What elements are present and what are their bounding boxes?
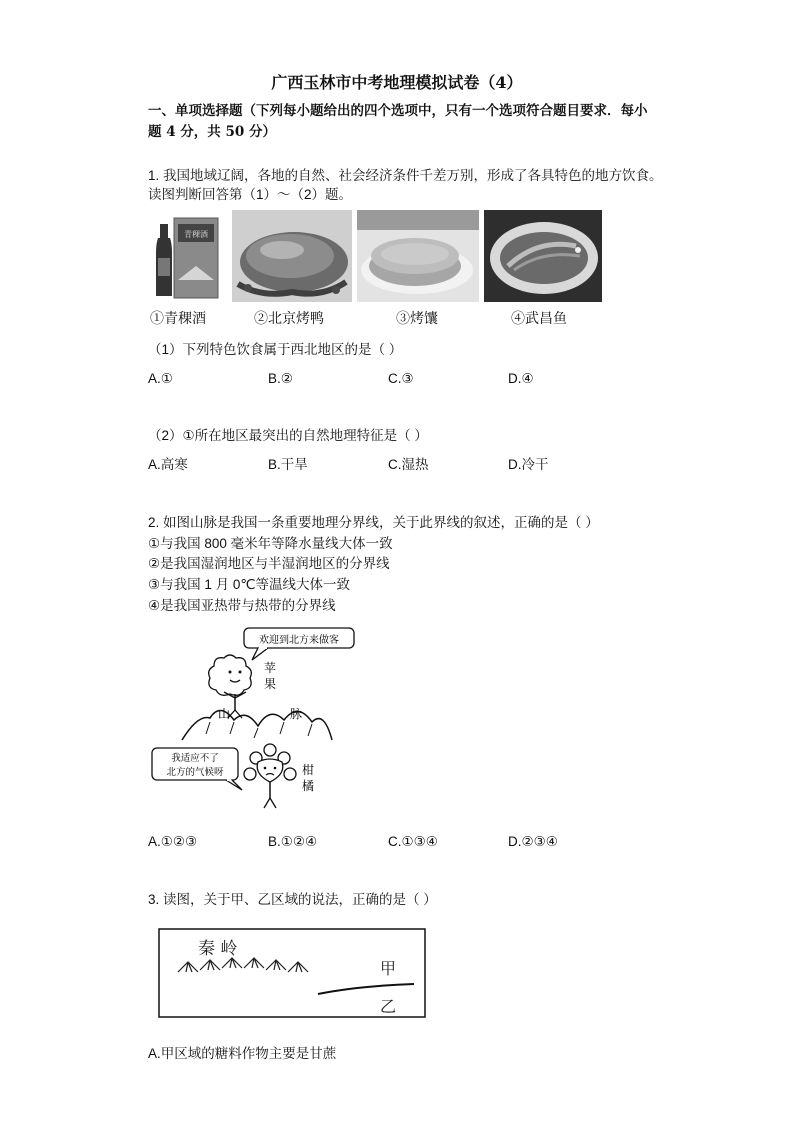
caption-wuchang-fish: ④武昌鱼 (511, 311, 567, 327)
map-mountain-label: 秦 岭 (198, 939, 238, 959)
q1-sub2-option-c[interactable]: C.湿热 (388, 457, 429, 472)
orange-tree-icon (244, 744, 296, 808)
mountain-cartoon (146, 622, 366, 814)
q1-sub2-option-b[interactable]: B.干旱 (268, 457, 308, 472)
orange-label-1: 柑 (301, 763, 315, 777)
q1-sub2-option-a[interactable]: A.高寒 (148, 457, 188, 472)
apple-tree-icon (209, 655, 252, 695)
photo-wuchang-fish (484, 210, 602, 302)
q2-stem: 2. 如图山脉是我国一条重要地理分界线，关于此界线的叙述，正确的是（ ） (148, 515, 599, 530)
mountain-label-1: 山 (217, 707, 231, 721)
q1-sub1-stem: （1）下列特色饮食属于西北地区的是（ ） (148, 342, 403, 357)
q2-option-b[interactable]: B.①②④ (268, 834, 318, 849)
q2-statement-2: ②是我国湿润地区与半湿润地区的分界线 (148, 556, 390, 571)
q1-sub2-stem: （2）①所在地区最突出的自然地理特征是（ ） (148, 428, 428, 443)
caption-naan-bread: ③烤馕 (396, 311, 438, 327)
q2-option-c[interactable]: C.①③④ (388, 834, 438, 849)
section-heading-line2: 题 4 分，共 50 分） (148, 124, 276, 140)
map-label-yi: 乙 (380, 997, 397, 1016)
q1-sub1-option-b[interactable]: B.② (268, 371, 293, 386)
orange-label-2: 橘 (301, 779, 315, 793)
photo-qingke-liquor (152, 210, 222, 302)
page-title: 广西玉林市中考地理模拟试卷（4） (271, 73, 523, 92)
bottle-label-text: 青稞酒 (184, 230, 208, 239)
q1-sub1-option-d[interactable]: D.④ (508, 371, 534, 386)
map-label-jia: 甲 (380, 959, 397, 978)
q2-option-a[interactable]: A.①②③ (148, 834, 198, 849)
apple-label-2: 果 (263, 677, 277, 691)
q1-sub2-option-d[interactable]: D.冷干 (508, 457, 549, 472)
qinling-map (158, 928, 428, 1020)
bubble-top-text: 欢迎到北方来做客 (259, 635, 339, 646)
q1-stem-line1: 1. 我国地域辽阔，各地的自然、社会经济条件千差万别，形成了各具特色的地方饮食。 (148, 168, 663, 183)
caption-beijing-duck: ②北京烤鸭 (254, 311, 324, 327)
mountain-range-icon (182, 710, 332, 740)
photo-naan-bread (357, 210, 479, 302)
q1-sub1-option-a[interactable]: A.① (148, 371, 173, 386)
bubble-left-line2: 北方的气候呀 (166, 767, 224, 778)
q2-statement-3: ③与我国 1 月 0℃等温线大体一致 (148, 577, 351, 592)
caption-qingke-liquor: ①青稞酒 (150, 311, 206, 327)
q2-option-d[interactable]: D.②③④ (508, 834, 558, 849)
mountain-label-2: 脉 (289, 707, 303, 721)
q3-option-a[interactable]: A.甲区域的糖料作物主要是甘蔗 (148, 1046, 337, 1061)
apple-label-1: 苹 (263, 661, 277, 675)
photo-beijing-duck (232, 210, 352, 302)
q1-sub1-option-c[interactable]: C.③ (388, 371, 414, 386)
q1-stem-line2: 读图判断回答第（1）～（2）题。 (148, 187, 353, 202)
section-heading-line1: 一、单项选择题（下列每小题给出的四个选项中，只有一个选项符合题目要求．每小 (148, 103, 648, 119)
q2-statement-1: ①与我国 800 毫米年等降水量线大体一致 (148, 536, 393, 551)
q3-stem: 3. 读图，关于甲、乙区域的说法，正确的是（ ） (148, 892, 437, 907)
q2-statement-4: ④是我国亚热带与热带的分界线 (148, 598, 336, 613)
bubble-left-line1: 我适应不了 (171, 753, 219, 764)
